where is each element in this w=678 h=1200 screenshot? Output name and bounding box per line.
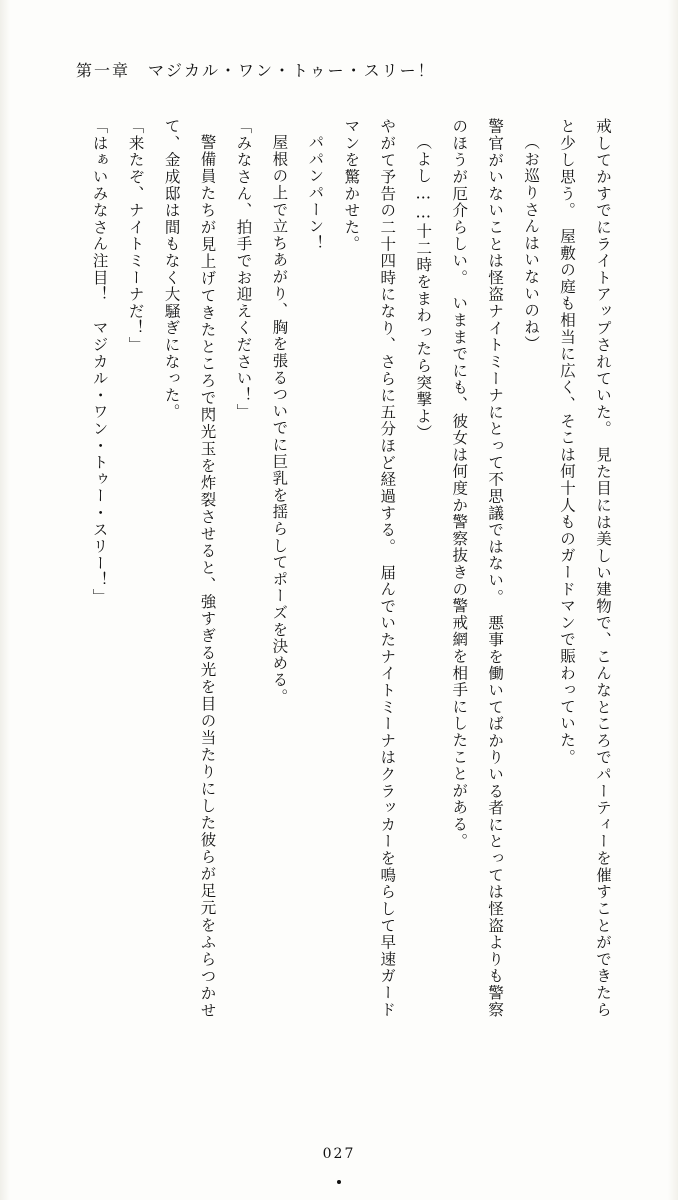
paragraph: やがて予告の二十四時になり、さらに五分ほど経過する。 届んでいたナイトミーナはクラッカーを鳴らして早速ガードマンを驚かせた。 (342, 118, 397, 1018)
paragraph: パパンパーン！ (306, 133, 325, 252)
page-right-edge (668, 0, 678, 1200)
body-text (60, 118, 620, 1018)
paragraph: 屋根の上で立ちあがり、胸を張るついでに巨乳を揺らしてポーズを決める。 (270, 133, 289, 705)
page-left-edge (0, 0, 10, 1200)
page-number: 027 (322, 1146, 356, 1162)
paragraph: 「はぁいみなさん注目！ マジカル・ワン・トゥー・スリー！」 (90, 118, 109, 606)
paragraph: 戒してかすでにライトアップされていた。 見た目には美しい建物で、こんなところでパーティーを催すことができたらと少し思う。 屋敷の庭も相当に広く、そこは何十人ものガードマンで賑わっていた。 (558, 118, 612, 1018)
paragraph: 「みなさん、拍手でお迎えください！」 (234, 118, 253, 421)
paragraph: （よし……十二時をまわったら突撃よ） (414, 133, 433, 441)
chapter-heading: 第一章 マジカル・ワン・トゥー・スリー！ (76, 61, 436, 80)
footer-dot-icon (337, 1180, 341, 1184)
paragraph: 「来たぞ、ナイトミーナだ！」 (126, 118, 145, 354)
paragraph: 警官がいないことは怪盗ナイトミーナにとって不思議ではない。 悪事を働いてばかりいる者にとっては怪盗よりも警察のほうが厄介らしい。 いままでにも、彼女は何度か警察抜きの警戒網を相手にしたことがある。 (450, 118, 505, 1018)
paragraph: （お巡りさんはいないのね） (522, 133, 541, 352)
paragraph: 警備員たちが見上げてきたところで閃光玉を炸裂させると、強すぎる光を目の当たりにした彼らが足元をふらつかせて、金成邸は間もなく大騒ぎになった。 (162, 118, 217, 1018)
